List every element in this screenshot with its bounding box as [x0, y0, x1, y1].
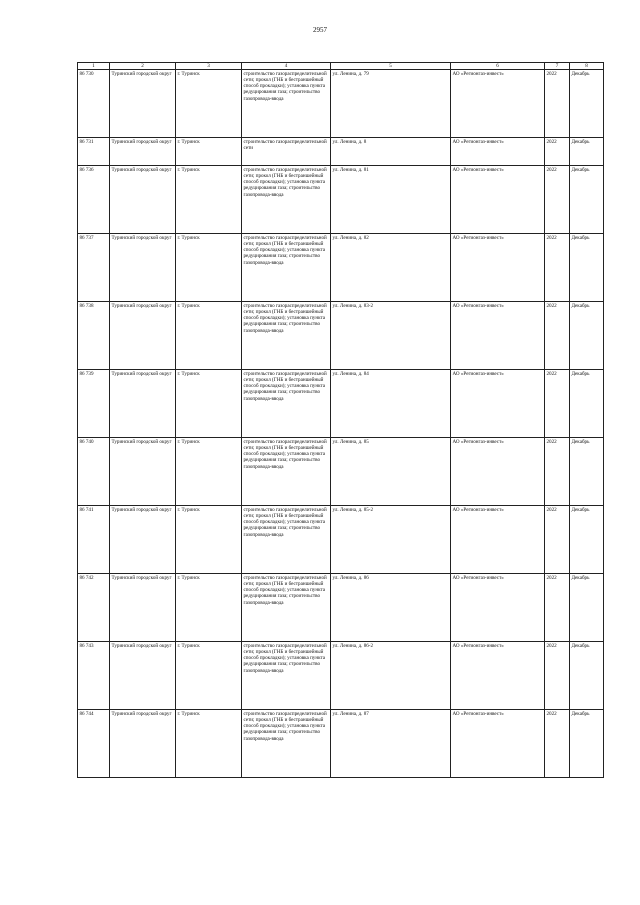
month-cell: Декабрь — [570, 138, 604, 166]
record-number-cell: 86 738 — [78, 302, 110, 370]
year-cell: 2022 — [545, 438, 570, 506]
work-description-cell: строительство газораспределительной сети; прокол (ГНБ и бестраншейный способ прокладки); установка пункта редуцирования газа; строительство газопровода-ввода — [242, 370, 331, 438]
address-cell: ул. Ленина, д. 86 — [331, 574, 451, 642]
column-number-row — [78, 63, 604, 70]
organization-cell: АО «Регионгаз-инвест» — [451, 138, 545, 166]
work-description-cell: строительство газораспределительной сети — [242, 138, 331, 166]
work-description-cell: строительство газораспределительной сети; прокол (ГНБ и бестраншейный способ прокладки); установка пункта редуцирования газа; строительство газопровода-ввода — [242, 574, 331, 642]
district-cell: Туринский городской округ — [110, 438, 176, 506]
locality-cell: г. Туринск — [176, 642, 242, 710]
district-cell: Туринский городской округ — [110, 166, 176, 234]
column-header: 1 — [78, 63, 110, 70]
table-row — [78, 370, 604, 438]
record-number-cell: 86 744 — [78, 710, 110, 778]
table-row — [78, 302, 604, 370]
district-cell: Туринский городской округ — [110, 642, 176, 710]
column-header: 2 — [110, 63, 176, 70]
locality-cell: г. Туринск — [176, 302, 242, 370]
year-cell: 2022 — [545, 70, 570, 138]
table-row — [78, 710, 604, 778]
column-header: 4 — [242, 63, 331, 70]
year-cell: 2022 — [545, 166, 570, 234]
locality-cell: г. Туринск — [176, 138, 242, 166]
work-description-cell: строительство газораспределительной сети; прокол (ГНБ и бестраншейный способ прокладки); установка пункта редуцирования газа; строительство газопровода-ввода — [242, 642, 331, 710]
record-number-cell: 86 742 — [78, 574, 110, 642]
year-cell: 2022 — [545, 574, 570, 642]
table-row — [78, 70, 604, 138]
district-cell: Туринский городской округ — [110, 710, 176, 778]
address-cell: ул. Ленина, д. 83-2 — [331, 302, 451, 370]
address-cell: ул. Ленина, д. 81 — [331, 166, 451, 234]
record-number-cell: 86 730 — [78, 70, 110, 138]
locality-cell: г. Туринск — [176, 438, 242, 506]
district-cell: Туринский городской округ — [110, 506, 176, 574]
month-cell: Декабрь — [570, 642, 604, 710]
address-cell: ул. Ленина, д. 8 — [331, 138, 451, 166]
year-cell: 2022 — [545, 370, 570, 438]
organization-cell: АО «Регионгаз-инвест» — [451, 574, 545, 642]
month-cell: Декабрь — [570, 574, 604, 642]
address-cell: ул. Ленина, д. 87 — [331, 710, 451, 778]
organization-cell: АО «Регионгаз-инвест» — [451, 70, 545, 138]
record-number-cell: 86 740 — [78, 438, 110, 506]
locality-cell: г. Туринск — [176, 506, 242, 574]
month-cell: Декабрь — [570, 438, 604, 506]
work-description-cell: строительство газораспределительной сети; прокол (ГНБ и бестраншейный способ прокладки); установка пункта редуцирования газа; строительство газопровода-ввода — [242, 70, 331, 138]
locality-cell: г. Туринск — [176, 370, 242, 438]
year-cell: 2022 — [545, 642, 570, 710]
month-cell: Декабрь — [570, 234, 604, 302]
work-description-cell: строительство газораспределительной сети; прокол (ГНБ и бестраншейный способ прокладки); установка пункта редуцирования газа; строительство газопровода-ввода — [242, 302, 331, 370]
table-body — [78, 70, 604, 778]
month-cell: Декабрь — [570, 166, 604, 234]
month-cell: Декабрь — [570, 70, 604, 138]
record-number-cell: 86 737 — [78, 234, 110, 302]
address-cell: ул. Ленина, д. 82 — [331, 234, 451, 302]
table-row — [78, 138, 604, 166]
address-cell: ул. Ленина, д. 85 — [331, 438, 451, 506]
district-cell: Туринский городской округ — [110, 138, 176, 166]
organization-cell: АО «Регионгаз-инвест» — [451, 370, 545, 438]
district-cell: Туринский городской округ — [110, 302, 176, 370]
year-cell: 2022 — [545, 302, 570, 370]
record-number-cell: 86 741 — [78, 506, 110, 574]
locality-cell: г. Туринск — [176, 710, 242, 778]
locality-cell: г. Туринск — [176, 574, 242, 642]
year-cell: 2022 — [545, 710, 570, 778]
table-row — [78, 166, 604, 234]
gasification-schedule-table — [77, 62, 604, 778]
organization-cell: АО «Регионгаз-инвест» — [451, 166, 545, 234]
record-number-cell: 86 743 — [78, 642, 110, 710]
record-number-cell: 86 731 — [78, 138, 110, 166]
column-header: 8 — [570, 63, 604, 70]
table-row — [78, 574, 604, 642]
organization-cell: АО «Регионгаз-инвест» — [451, 642, 545, 710]
month-cell: Декабрь — [570, 506, 604, 574]
district-cell: Туринский городской округ — [110, 70, 176, 138]
column-header: 3 — [176, 63, 242, 70]
district-cell: Туринский городской округ — [110, 574, 176, 642]
work-description-cell: строительство газораспределительной сети; прокол (ГНБ и бестраншейный способ прокладки); установка пункта редуцирования газа; строительство газопровода-ввода — [242, 438, 331, 506]
month-cell: Декабрь — [570, 302, 604, 370]
address-cell: ул. Ленина, д. 84 — [331, 370, 451, 438]
table-row — [78, 438, 604, 506]
year-cell: 2022 — [545, 234, 570, 302]
table-row — [78, 642, 604, 710]
organization-cell: АО «Регионгаз-инвест» — [451, 710, 545, 778]
organization-cell: АО «Регионгаз-инвест» — [451, 302, 545, 370]
month-cell: Декабрь — [570, 370, 604, 438]
locality-cell: г. Туринск — [176, 166, 242, 234]
year-cell: 2022 — [545, 506, 570, 574]
district-cell: Туринский городской округ — [110, 370, 176, 438]
month-cell: Декабрь — [570, 710, 604, 778]
table-row — [78, 506, 604, 574]
column-header: 7 — [545, 63, 570, 70]
organization-cell: АО «Регионгаз-инвест» — [451, 506, 545, 574]
organization-cell: АО «Регионгаз-инвест» — [451, 234, 545, 302]
work-description-cell: строительство газораспределительной сети; прокол (ГНБ и бестраншейный способ прокладки); установка пункта редуцирования газа; строительство газопровода-ввода — [242, 710, 331, 778]
address-cell: ул. Ленина, д. 86-2 — [331, 642, 451, 710]
organization-cell: АО «Регионгаз-инвест» — [451, 438, 545, 506]
work-description-cell: строительство газораспределительной сети; прокол (ГНБ и бестраншейный способ прокладки); установка пункта редуцирования газа; строительство газопровода-ввода — [242, 166, 331, 234]
table-row — [78, 234, 604, 302]
record-number-cell: 86 739 — [78, 370, 110, 438]
work-description-cell: строительство газораспределительной сети; прокол (ГНБ и бестраншейный способ прокладки); установка пункта редуцирования газа; строительство газопровода-ввода — [242, 234, 331, 302]
column-header: 5 — [331, 63, 451, 70]
record-number-cell: 86 736 — [78, 166, 110, 234]
work-description-cell: строительство газораспределительной сети; прокол (ГНБ и бестраншейный способ прокладки); установка пункта редуцирования газа; строительство газопровода-ввода — [242, 506, 331, 574]
address-cell: ул. Ленина, д. 85-2 — [331, 506, 451, 574]
column-header: 6 — [451, 63, 545, 70]
year-cell: 2022 — [545, 138, 570, 166]
district-cell: Туринский городской округ — [110, 234, 176, 302]
address-cell: ул. Ленина, д. 79 — [331, 70, 451, 138]
locality-cell: г. Туринск — [176, 70, 242, 138]
page-number: 2957 — [313, 26, 327, 34]
locality-cell: г. Туринск — [176, 234, 242, 302]
